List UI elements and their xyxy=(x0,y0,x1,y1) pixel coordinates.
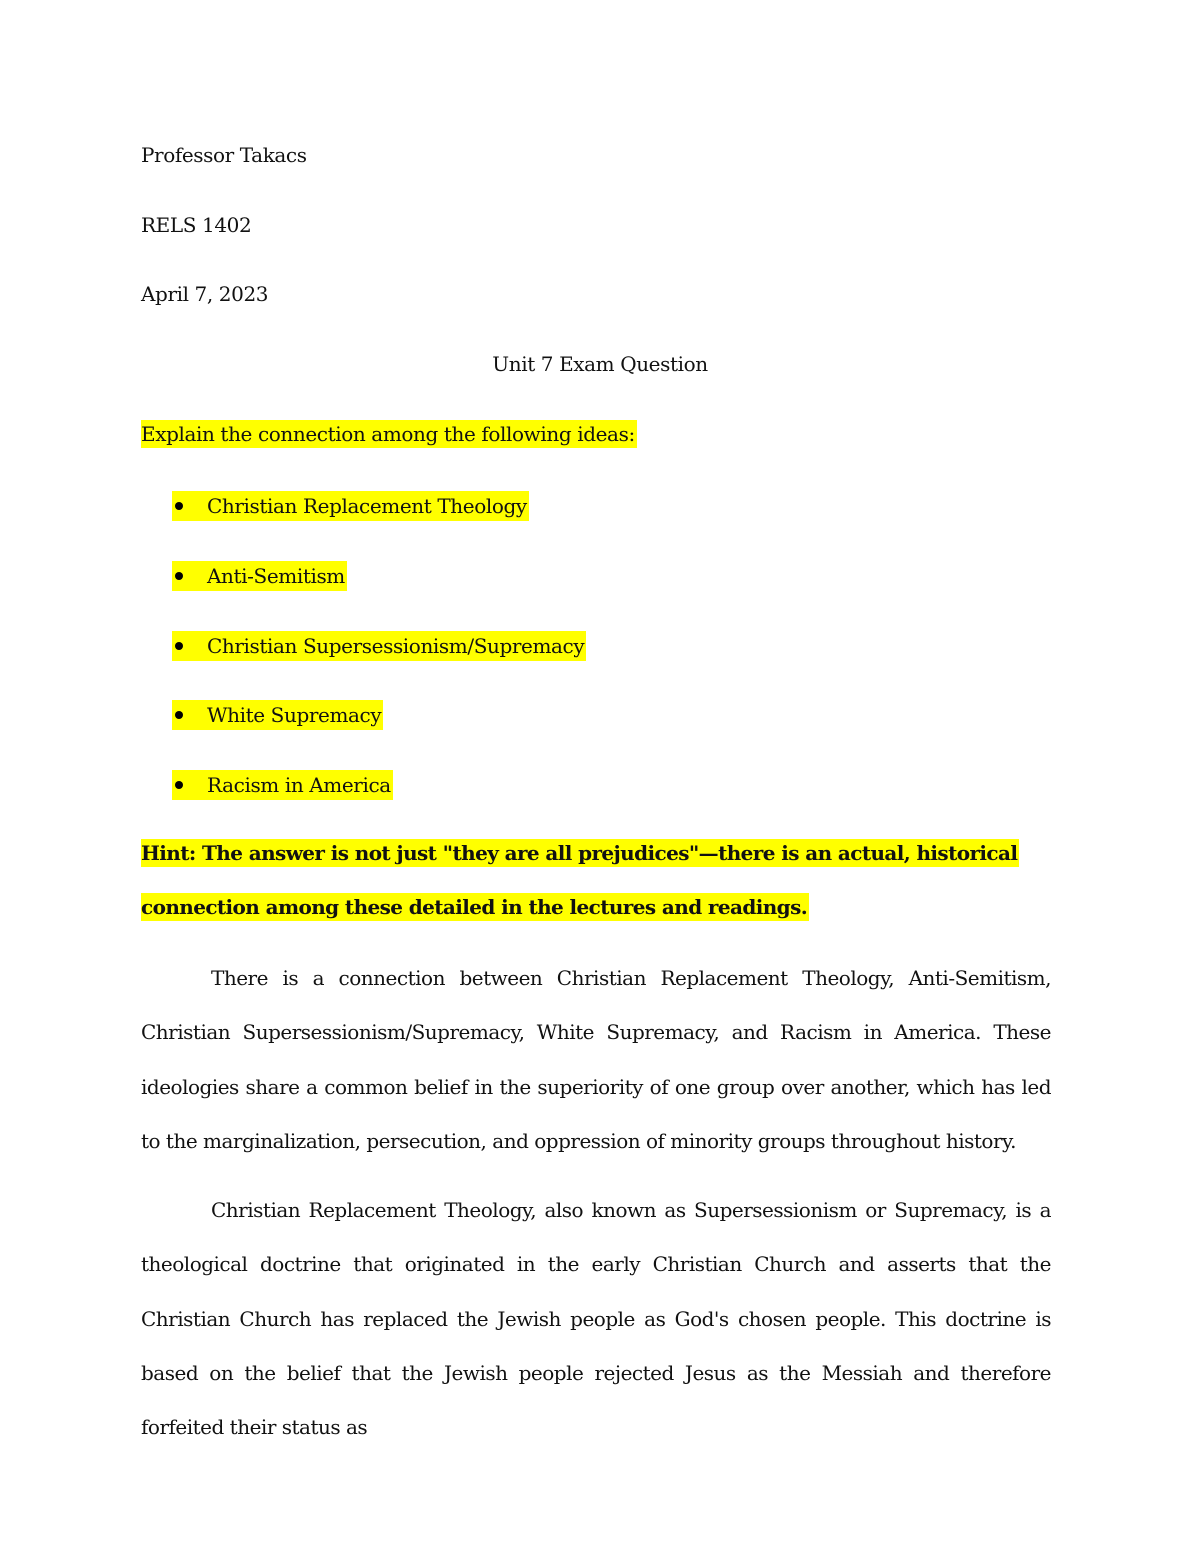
hint-line-1 xyxy=(141,840,1019,866)
list-item-text: Anti-Semitism xyxy=(207,564,345,588)
list-item xyxy=(172,491,529,521)
hint-line-2 xyxy=(141,894,809,920)
list-item-text: Racism in America xyxy=(207,773,391,797)
hint-text-2: connection among these detailed in the lectures and readings. xyxy=(141,895,808,919)
document-title: Unit 7 Exam Question xyxy=(492,352,708,376)
body-paragraph-2-text: Christian Replacement Theology, also known as Supersessionism or Supremacy, is a theological doctrine that originated in the early Christian Church and asserts that the Christian Church has replaced the Jewish people as God's chosen people. This doctrine is based on the belief that the Jewish people rejected Jesus as the Messiah and therefore forfeited their status as xyxy=(141,1198,1051,1440)
bullet-icon xyxy=(175,502,183,510)
list-item xyxy=(172,561,347,591)
list-item xyxy=(172,700,383,730)
document-date: April 7, 2023 xyxy=(141,282,269,306)
list-item-text: White Supremacy xyxy=(207,703,382,727)
hint-text-1: Hint: The answer is not just "they are all prejudices"—there is an actual, historical xyxy=(141,841,1018,865)
professor-name: Professor Takacs xyxy=(141,143,307,167)
list-item xyxy=(172,631,586,661)
bullet-icon xyxy=(175,711,183,719)
list-item xyxy=(172,770,393,800)
bullet-icon xyxy=(175,642,183,650)
bullet-icon xyxy=(175,572,183,580)
list-item-text: Christian Supersessionism/Supremacy xyxy=(207,634,585,658)
bullet-icon xyxy=(175,781,183,789)
prompt-question-text: Explain the connection among the following ideas: xyxy=(141,422,635,446)
body-paragraph-1-text: There is a connection between Christian Replacement Theology, Anti-Semitism, Christian Supersessionism/Supremacy, White Supremacy, and Racism in America. These ideologies share a common belief in the superiority of one group over another, which has led to the marginalization, persecution, and oppression of minority groups throughout history. xyxy=(141,966,1051,1153)
body-paragraph-2 xyxy=(141,1183,1051,1454)
list-item-text: Christian Replacement Theology xyxy=(207,494,527,518)
course-code: RELS 1402 xyxy=(141,213,252,237)
body-paragraph-1 xyxy=(141,951,1051,1168)
prompt-question xyxy=(141,421,637,447)
